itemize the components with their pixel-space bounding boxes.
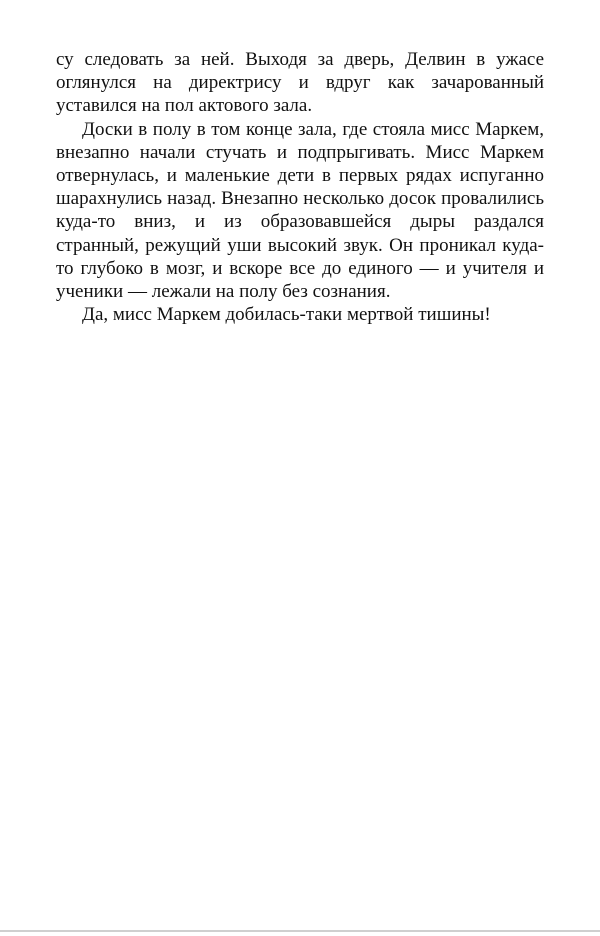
paragraph: су следовать за ней. Выходя за дверь, Делвин в ужасе оглянулся на директрису и вдруг как зачарованный уставился на пол актового зала. — [56, 49, 544, 117]
paragraph: Да, мисс Маркем добилась-таки мертвой тишины! — [82, 304, 491, 326]
page-bottom-edge — [0, 930, 600, 932]
paragraph: Доски в полу в том конце зала, где стояла мисс Маркем, внезапно начали стучать и подпрыгивать. Мисс Маркем отвернулась, и маленькие дети в первых рядах испуганно шарахнулись назад. Внезапно несколько досок провалились куда-то вниз, и из образовавшейся дыры раздался странный, режущий уши высокий звук. Он проникал куда-то глубоко в мозг, и вскоре все до единого — и учителя и ученики — лежали на полу без сознания. — [56, 118, 544, 303]
page-text — [56, 48, 544, 326]
